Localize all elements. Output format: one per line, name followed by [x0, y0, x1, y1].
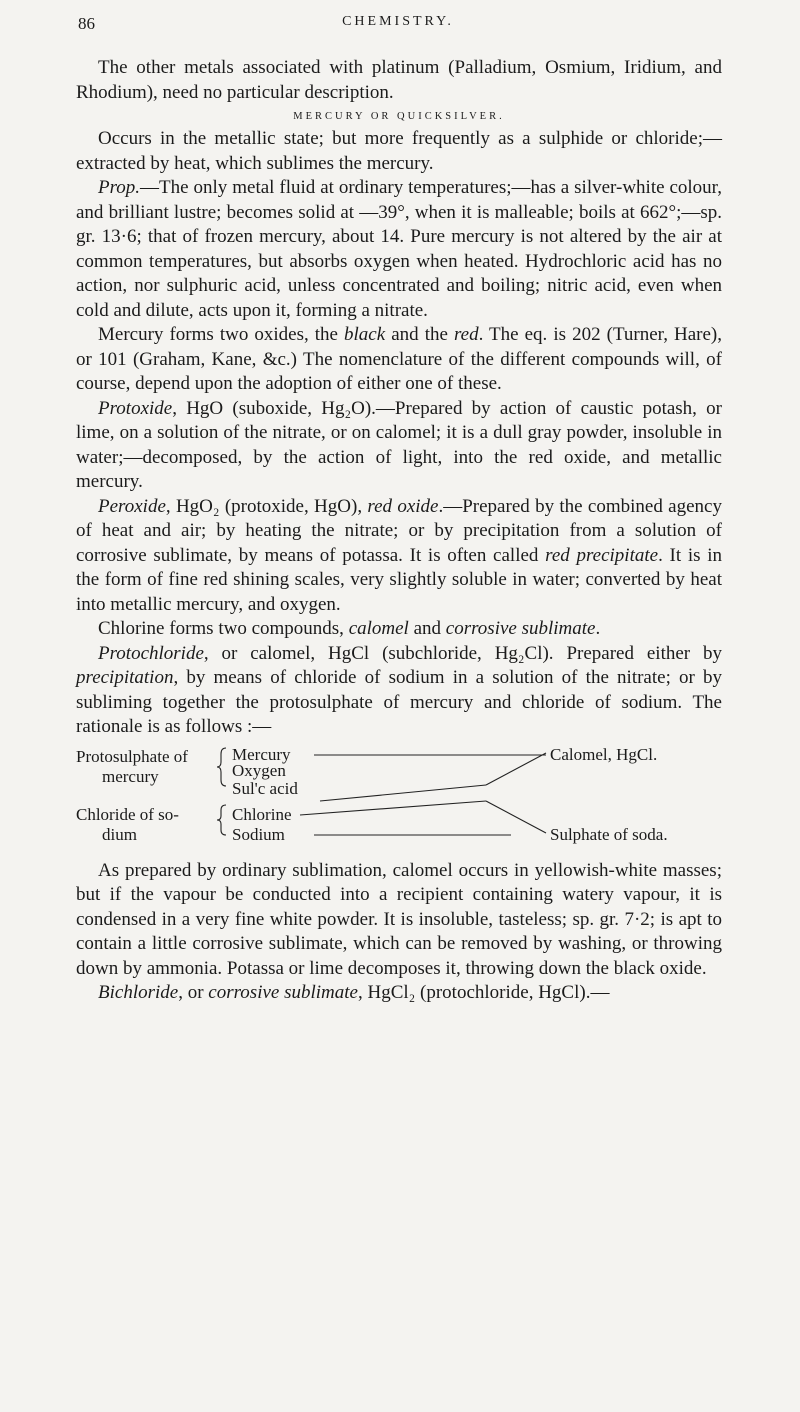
paragraph-platinum-metals: The other metals associated with platinum (Palladium, Osmium, Iridium, and Rhodium), need no particular description.: [76, 57, 722, 103]
paragraph-peroxide: Peroxide, HgO₂ (protoxide, HgO), red oxide.—Prepared by the combined agency of heat and air; by heating the nitrate; or by precipitation from a solution of corrosive sublimate, by means of potassa. It is often called red precipitate. It is in the form of fine red shining scales, very slightly soluble in water; converted by heat into metallic mercury, and oxygen.: [76, 495, 722, 615]
paragraph-properties: Prop.—The only metal fluid at ordinary temperatures;—has a silver-white colour, and brilliant lustre; becomes solid at —39°, when it is malleable; boils at 662°;—sp. gr. 13·6; that of frozen mercury, about 14. Pure mercury is not altered by the air at common temperatures, but absorbs oxygen when heated. Hydrochloric acid has no action, nor sulphuric acid, unless concentrated and boiling; nitric acid, even when cold and dilute, acts upon it, forming a nitrate.: [76, 177, 722, 321]
component-sodium: Sodium: [232, 824, 285, 844]
paragraph-calomel-properties: As prepared by ordinary sublimation, calomel occurs in yellowish-white masses; but if the vapour be conducted into a recipient containing watery vapour, it is condensed in a very fine white powder. It is insoluble, tasteless; sp. gr. 7·2; is apt to contain a little corrosive sublimate, which can be removed by washing, or throwing down by ammonia. Potassa or lime decomposes it, throwing down the black oxide.: [76, 859, 722, 979]
component-mercury: Mercury: [232, 744, 291, 764]
paragraph-occurrence: Occurs in the metallic state; but more frequently as a sulphide or chloride;—extracted by heat, which sublimes the mercury.: [76, 128, 722, 174]
component-oxygen: Oxygen: [232, 760, 286, 780]
body-text: [76, 56, 722, 1006]
reactant-chloride-cont: dium: [102, 824, 137, 844]
paragraph-chlorine-compounds: Chlorine forms two compounds, calomel and corrosive sublimate.: [98, 618, 601, 639]
paragraph-oxides: Mercury forms two oxides, the black and the red. The eq. is 202 (Turner, Hare), or 101 (Graham, Kane, &c.) The nomenclature of the different compounds will, of course, depend upon the adoption of either one of these.: [76, 324, 722, 394]
section-title: MERCURY OR QUICKSILVER.: [293, 111, 505, 122]
product-sulphate-of-soda: Sulphate of soda.: [550, 824, 668, 844]
lead-term: Protoxide: [98, 397, 173, 419]
page-number: 86: [78, 14, 95, 33]
paragraph-protochloride: Protochloride, or calomel, HgCl (subchloride, Hg₂Cl). Prepared either by precipitation, by means of chloride of sodium in a solution of the nitrate; or by subliming together the protosulphate of mercury and chloride of sodium. The rationale is as follows :—: [76, 642, 722, 737]
component-chlorine: Chlorine: [232, 804, 292, 824]
product-calomel: Calomel, HgCl.: [550, 744, 658, 764]
running-title: CHEMISTRY.: [342, 14, 454, 29]
paragraph-bichloride: Bichloride, or corrosive sublimate, HgCl₂ (protochloride, HgCl).—: [98, 982, 610, 1003]
reactant-protosulphate: Protosulphate of: [76, 746, 188, 766]
reaction-diagram: [76, 743, 722, 855]
reactant-chloride: Chloride of so-: [76, 804, 179, 824]
reactant-protosulphate-cont: mercury: [102, 766, 159, 786]
lead-term: Prop.: [98, 177, 141, 198]
lead-term: Protochloride: [98, 642, 204, 664]
paragraph-protoxide: Protoxide, HgO (suboxide, Hg₂O).—Prepared by action of caustic potash, or lime, on a solution of the nitrate, or on calomel; it is a dull gray powder, insoluble in water;—decomposed, by the action of light, into the red oxide, and metallic mercury.: [76, 397, 722, 492]
lead-term: Bichloride: [98, 982, 179, 1003]
running-header: [78, 14, 718, 36]
lead-term: Peroxide: [98, 495, 166, 517]
component-sulphuric-acid: Sul'c acid: [232, 778, 298, 798]
